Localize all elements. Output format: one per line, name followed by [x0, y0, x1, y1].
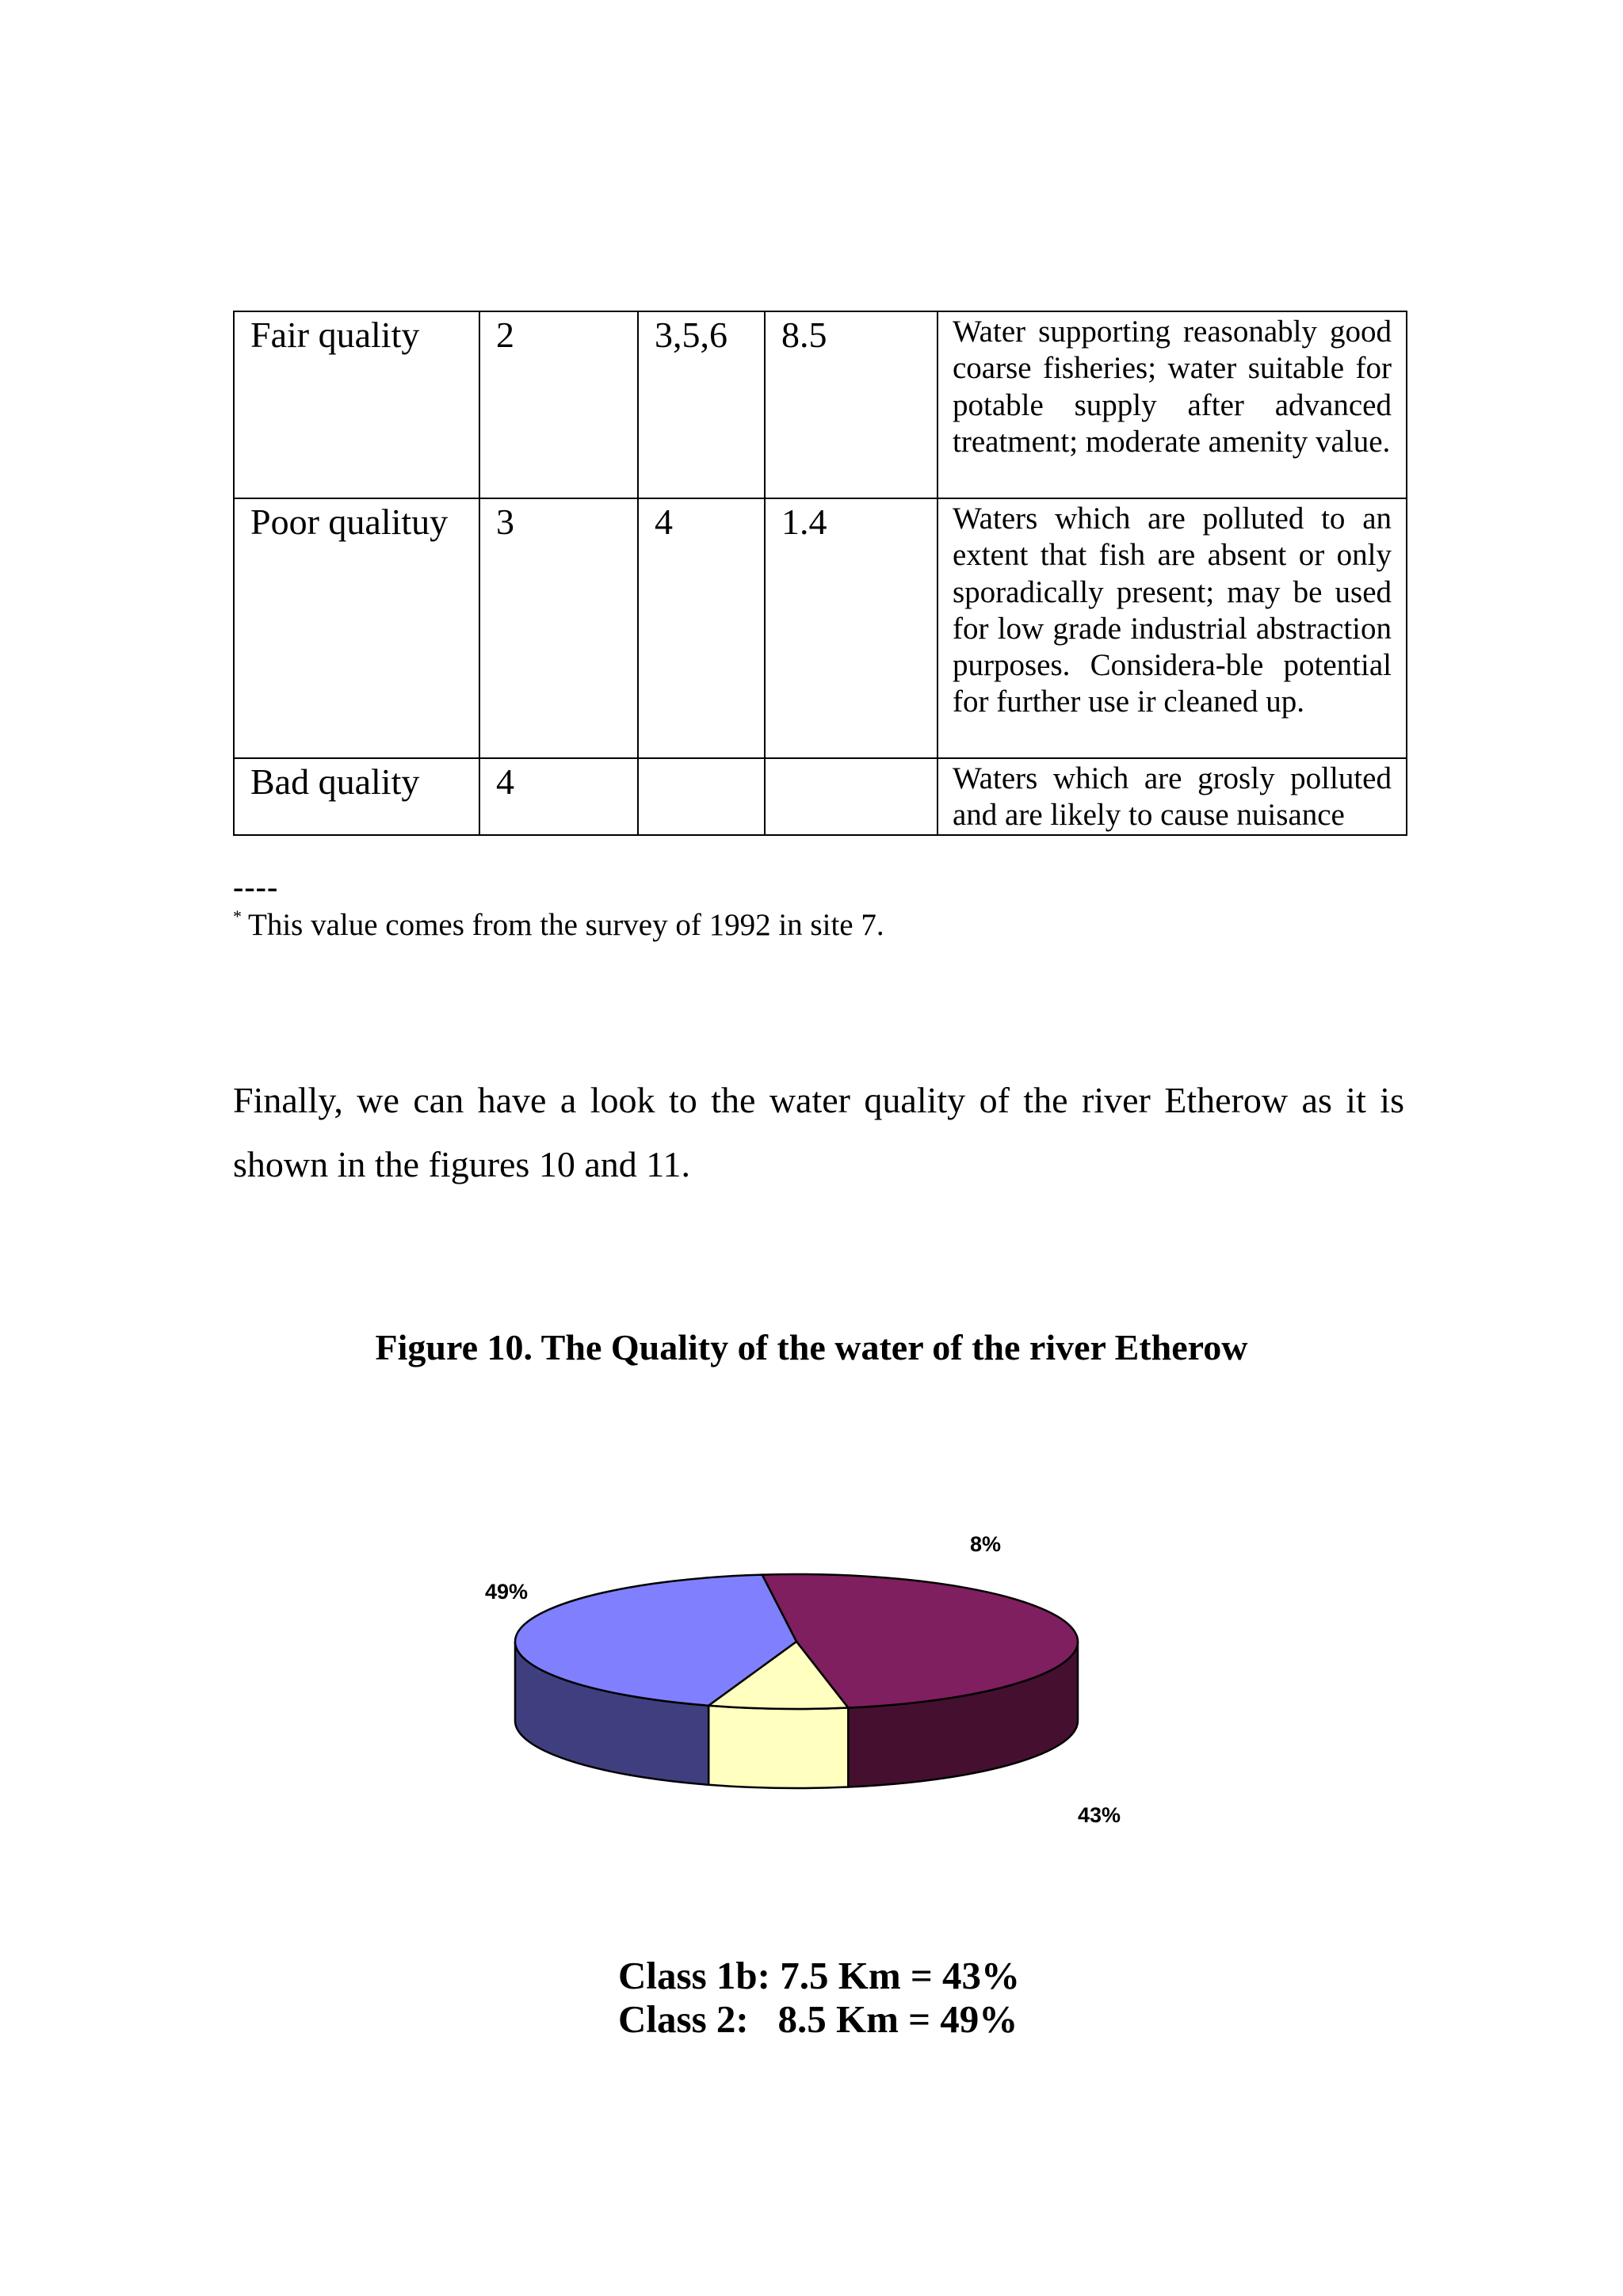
grade-cell: 3: [479, 498, 638, 758]
pie-data-label: 49%: [485, 1580, 529, 1604]
footnote-separator: ----: [233, 869, 279, 905]
body-paragraph: Finally, we can have a look to the water quality of the river Etherow as it is shown in the figures 10 and 11.: [233, 1080, 1404, 1184]
description-cell: Waters which are grosly polluted and are likely to cause nuisance: [938, 758, 1407, 835]
figure-title: Figure 10. The Quality of the water of the river Etherow: [375, 1327, 1248, 1367]
quality-class-cell: Poor qualituy: [234, 498, 479, 758]
footnote-text: This value comes from the survey of 1992 in site 7.: [248, 908, 884, 942]
legend-line: Class 1b: 7.5 Km = 43%: [618, 1954, 1021, 1997]
length-cell: 8.5: [765, 311, 938, 498]
quality-class-cell: Fair quality: [234, 311, 479, 498]
pie-side-8: [708, 1706, 848, 1788]
quality-class-cell: Bad quality: [234, 758, 479, 835]
length-cell: 1.4: [765, 498, 938, 758]
sites-cell: 3,5,6: [638, 311, 765, 498]
description-cell: Water supporting reasonably good coarse fisheries; water suitable for potable supply after advanced treatment; moderate amenity value.: [938, 311, 1407, 498]
description-cell: Waters which are polluted to an extent that fish are absent or only sporadically present; may be used for low grade industrial abstraction purposes. Considera-ble potential for further use ir cleaned up.: [938, 498, 1407, 758]
pie-data-label: 43%: [1078, 1803, 1121, 1827]
sites-cell: 4: [638, 498, 765, 758]
grade-cell: 4: [479, 758, 638, 835]
legend-line: Class 2: 8.5 Km = 49%: [618, 1997, 1018, 2041]
figure-legend: [618, 1954, 1020, 2041]
grade-cell: 2: [479, 311, 638, 498]
pie-data-label: 8%: [970, 1532, 1002, 1556]
footnote-marker: *: [233, 906, 242, 926]
